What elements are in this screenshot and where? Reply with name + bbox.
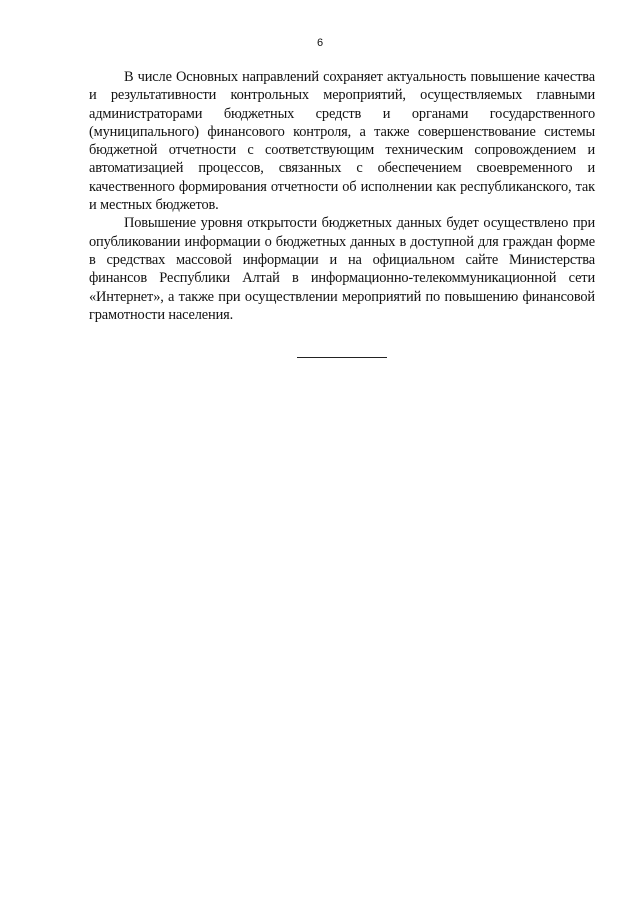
- document-body: [89, 68, 595, 324]
- paragraph-budget-openness: Повышение уровня открытости бюджетных данных будет осуществлено при опубликовании информации о бюджетных данных в доступной для граждан форме в средствах массовой информации и на официальном сайте Министерства финансов Республики Алтай в информационно-телекоммуникационной сети «Интернет», а также при осуществлении мероприятий по повышению финансовой грамотности населения.: [89, 215, 595, 323]
- paragraph-audit-and-reporting: В числе Основных направлений сохраняет актуальность повышение качества и результативности контрольных мероприятий, осуществляемых главными администраторами бюджетных средств и органами государственного (муниципального) финансового контроля, а также совершенствование системы бюджетной отчетности с соответствующим техническим сопровождением и автоматизацией процессов, связанных с обеспечением своевременного и качественного формирования отчетности об исполнении как республиканского, так и местных бюджетов.: [89, 69, 595, 214]
- end-of-text-divider: [297, 357, 387, 358]
- page-number: 6: [316, 37, 324, 49]
